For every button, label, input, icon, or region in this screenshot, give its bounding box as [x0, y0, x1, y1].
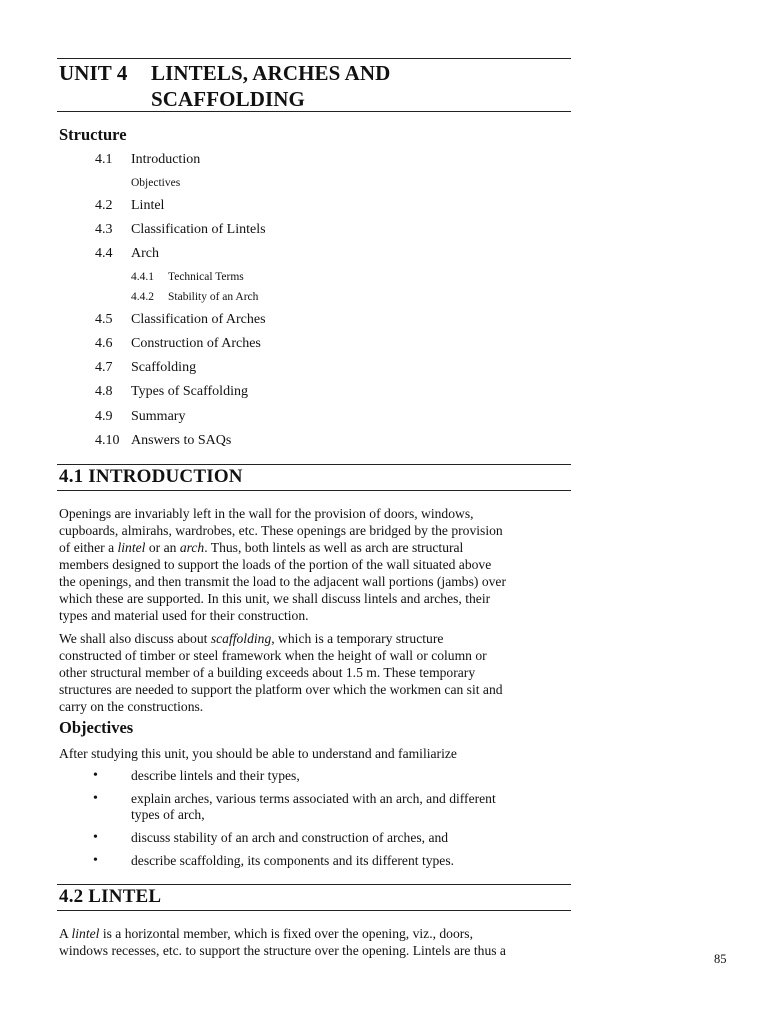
document-page: UNIT 4 LINTELS, ARCHES AND SCAFFOLDING Structure 4.1 Introduction Objectives 4.2 Lintel 4.3 Classification of Lintels 4.4 Arch 4.4.1 Technical Terms 4.4.2 Stability of an Arch 4.5 Classification of Arches 4.6 Construction of Arches 4.7 Scaffolding 4.8 Types of Scaffolding 4.9 Summary 4.10 Answers to SAQs 4.1 INTRODUCTION Openings are invariably left in the wall for the provision of doors, windows, cupboards, almirahs, wardrobes, etc. These openings are bridged by the provision of either a lintel or an arch. Thus, both lintels as well as arch are structural members designed to support the loads of the portion of the wall situated above the openings, and then transmit the load to the adjacent wall portions (jambs) over which these are supported. In this unit, we shall discuss lintels and arches, their types and material used for their construction. We shall also discuss about scaffolding, which is a temporary structure constructed of timber or steel framework when the height of wall or column or other structural member of a building exceeds about 1.5 m. These temporary structures are needed to support the platform over which the workmen can sit and carry on the constructions. Objectives After studying this unit, you should be able to understand and familiarize • describe lintels and their types, • explain arches, various terms associated with an arch, and different types of arch, • discuss stability of an arch and construction of arches, and • describe scaffolding, its components and its different types. 4.2 LINTEL A lintel is a horizontal member, which is fixed over the opening, viz., doors, windows recesses, etc. to support the structure over the opening. Lintels are thus a 85	[0, 0, 768, 1024]
page-number: 85	[714, 952, 727, 966]
toc-subitem: 4.4.1 Technical Terms	[131, 271, 244, 283]
lintel-bottom-rule	[57, 910, 571, 911]
intro-bottom-rule	[57, 490, 571, 491]
toc-item: Objectives	[131, 177, 181, 189]
toc-item: 4.9 Summary	[95, 409, 186, 424]
toc-item: 4.1 Introduction	[95, 152, 201, 167]
toc-item: 4.6 Construction of Arches	[95, 336, 261, 351]
unit-title	[59, 60, 579, 112]
intro-heading: 4.1 INTRODUCTION	[59, 466, 243, 487]
title-bottom-rule	[57, 111, 571, 112]
intro-paragraph-1: Openings are invariably left in the wall for the provision of doors, windows, cupboards, almirahs, wardrobes, etc. These openings are bridged by the provision of either a lintel or an arch. Thus, both lintels as well as arch are structural members designed to support the loads of the portion of the wall situated above the openings, and then transmit the load to the adjacent wall portions (jambs) over which these are supported. In this unit, we shall discuss lintels and arches, their types and material used for their construction.	[59, 506, 506, 623]
structure-heading: Structure	[59, 125, 127, 144]
toc-item: 4.7 Scaffolding	[95, 360, 197, 375]
objectives-lead: After studying this unit, you should be able to understand and familiarize	[59, 746, 457, 761]
toc-item: 4.10 Answers to SAQs	[95, 433, 232, 448]
bullet-icon: •	[93, 768, 98, 783]
top-rule	[57, 58, 571, 59]
intro-top-rule	[57, 464, 571, 465]
toc-subitem: 4.4.2 Stability of an Arch	[131, 291, 259, 303]
unit-title-line2: SCAFFOLDING	[151, 87, 305, 111]
unit-title-line1: LINTELS, ARCHES AND	[151, 61, 391, 85]
toc-item: 4.2 Lintel	[95, 198, 165, 213]
toc-item: 4.3 Classification of Lintels	[95, 222, 266, 237]
toc-item: 4.4 Arch	[95, 246, 159, 261]
toc-item: 4.8 Types of Scaffolding	[95, 384, 248, 399]
bullet-icon: •	[93, 791, 98, 806]
lintel-paragraph: A lintel is a horizontal member, which is fixed over the opening, viz., doors, windows recesses, etc. to support the structure over the opening. Lintels are thus a	[59, 926, 506, 958]
toc-item: 4.5 Classification of Arches	[95, 312, 266, 327]
lintel-heading: 4.2 LINTEL	[59, 886, 162, 907]
bullet-icon: •	[93, 853, 98, 868]
intro-paragraph-2: We shall also discuss about scaffolding, which is a temporary structure constructed of timber or steel framework when the height of wall or column or other structural member of a building exceeds about 1.5 m. These temporary structures are needed to support the platform over which the workmen can sit and carry on the constructions.	[59, 631, 503, 714]
objectives-heading: Objectives	[59, 718, 134, 737]
lintel-top-rule	[57, 884, 571, 885]
bullet-icon: •	[93, 830, 98, 845]
unit-number: UNIT 4	[59, 61, 128, 85]
